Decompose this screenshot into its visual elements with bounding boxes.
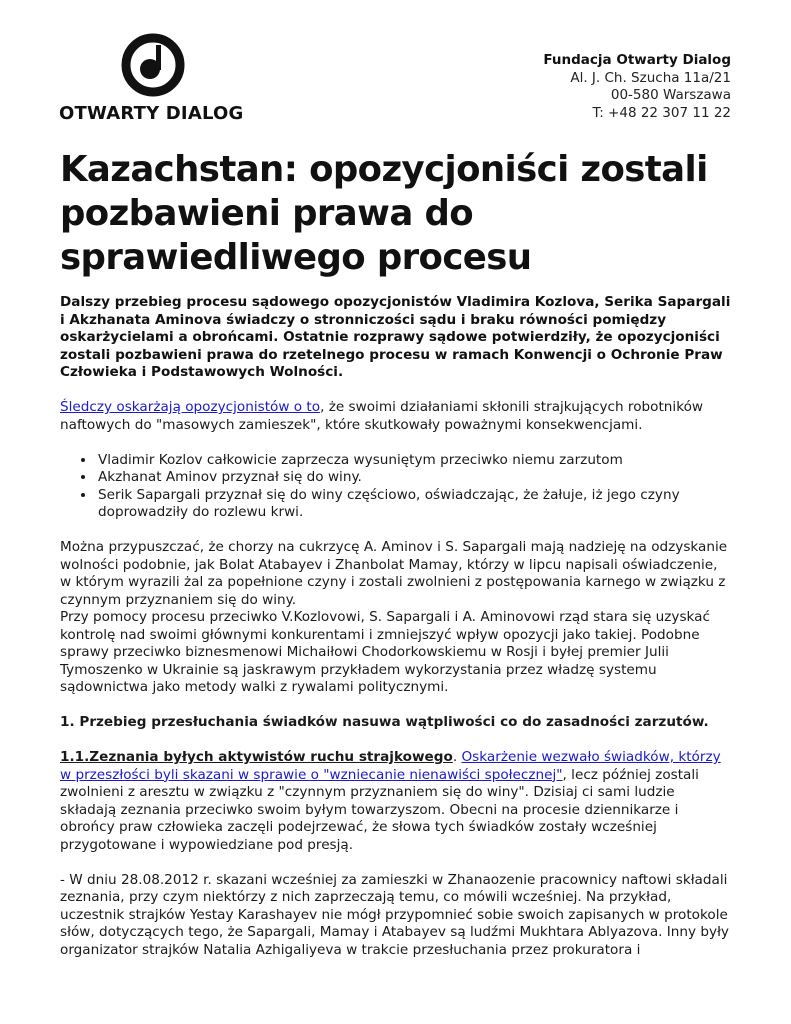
logo-text: OTWARTY DIALOG <box>59 103 244 124</box>
intro-paragraph <box>60 399 732 434</box>
org-address <box>543 52 731 122</box>
paragraph-1: Można przypuszczać, że chorzy na cukrzycę A. Aminov i S. Sapargali mają nadzieję na odzyskanie wolności podobnie, jak Bolat Atabayev i Zhanbolat Mamay, którzy w lipcu napisali oświadczenie, w którym wyrazili żal za popełnione czyny i zostali zwolnieni z postępowania karnego w związku z czynnym przyznaniem się do winy. <box>60 539 728 608</box>
article-body <box>60 294 732 959</box>
paragraph-3: - W dniu 28.08.2012 r. skazani wcześniej za zamieszki w Zhanaozenie pracownicy naftowi składali zeznania, przy czym niektórzy z nich zaprzeczają temu, co mówili wcześniej. Na przykład, uczestnik strajków Yestay Karashayev nie mógł przypomnieć sobie swoich zapisanych w protokole słów, dotyczących tego, że Sapargali, Mamay i Atabayev są ludźmi Mukhtara Ablyazova. Inny były organizator strajków Natalia Azhigaliyeva w trakcie przesłuchania przez prokuratora i <box>60 871 729 958</box>
address-line-1: Al. J. Ch. Szucha 11a/21 <box>570 69 731 86</box>
bullet-list <box>60 452 732 522</box>
list-item: • Serik Sapargali przyznał się do winy częściowo, oświadczając, że żałuje, iż jego czyny doprowadziły do rozlewu krwi. <box>96 487 732 522</box>
section-1-1-paragraph: 1.1.Zeznania byłych aktywistów ruchu strajkowego. Oskarżenie wezwało świadków, którzy w przeszłości byli skazani w sprawie o "wzniecanie nienawiści społecznej", lecz później zostali zwolnieni z aresztu w związku z "czynnym przyznaniem się do winy". Dzisiaj ci sami ludzie składają zeznania przeciwko swoim byłym towarzyszom. Obecni na procesie dziennikarze i obrońcy praw człowieka zaczęli podejrzewać, że słowa tych świadków zostały wcześniej przygotowane i wypowiedziane pod presją. <box>60 749 721 853</box>
paragraph-2: Przy pomocy procesu przeciwko V.Kozlovowi, S. Sapargali i A. Aminovowi rząd stara się uzyskać kontrolę nad swoimi głównymi konkurentami i zmniejszyć wpływ opozycji jako takiej. Podobne sprawy przeciwko biznesmenowi Michaiłowi Chodorkowskiemu w Rosji i byłej premier Julii Tymoszenko w Ukrainie są jaskrawym przykładem wykorzystania przez władzę systemu sądownictwa jako metody walki z rywalami politycznymi. <box>60 609 710 695</box>
org-name: Fundacja Otwarty Dialog <box>543 52 731 68</box>
list-item: • Vladimir Kozlov całkowicie zaprzecza wysuniętym przeciwko niemu zarzutom <box>96 452 732 470</box>
logo-circle-icon <box>121 33 185 97</box>
intro-link[interactable]: Śledczy oskarżają opozycjonistów o to <box>60 399 321 415</box>
section-1-heading: 1. Przebieg przesłuchania świadków nasuwa wątpliwości co do zasadności zarzutów. <box>60 714 709 730</box>
list-item: • Akzhanat Aminov przyznał się do winy. <box>96 469 732 487</box>
page-title: Kazachstan: opozycjoniści zostali pozbawieni prawa do sprawiedliwego procesu <box>60 149 708 278</box>
logo <box>59 33 245 124</box>
section-1-1-link[interactable]: Oskarżenie wezwało świadków, którzy w przeszłości byli skazani w sprawie o "wzniecanie nienawiści społecznej" <box>60 749 721 783</box>
phone: T: +48 22 307 11 22 <box>592 104 731 121</box>
intro-text: , że swoimi działaniami skłonili strajkujących robotników naftowych do "masowych zamieszek", które skutkowały poważnymi konsekwencjami. <box>60 399 704 433</box>
address-line-2: 00-580 Warszawa <box>610 87 731 103</box>
section-1-1-heading: 1.1.Zeznania byłych aktywistów ruchu strajkowego <box>60 749 453 765</box>
lead-paragraph: Dalszy przebieg procesu sądowego opozycjonistów Vladimira Kozlova, Serika Sapargali i Akzhanata Aminova świadczy o stronniczości sądu i braku równości pomiędzy oskarżycielami a obrońcami. Ostatnie rozprawy sądowe potwierdziły, że opozycjoniści zostali pozbawieni prawa do rzetelnego procesu w ramach Konwencji o Ochronie Praw Człowieka i Podstawowych Wolności. <box>60 294 731 380</box>
section-1-1-text: , lecz później zostali zwolnieni z aresztu w związku z "czynnym przyznaniem się do winy". Dzisiaj ci sami ludzie składają zeznania przeciwko swoim byłym towarzyszom. Obecni na procesie dziennikarze i obrońcy praw człowieka zaczęli podejrzewać, że słowa tych świadków zostały wcześniej przygotowane i wypowiedziane pod presją. <box>60 766 699 853</box>
